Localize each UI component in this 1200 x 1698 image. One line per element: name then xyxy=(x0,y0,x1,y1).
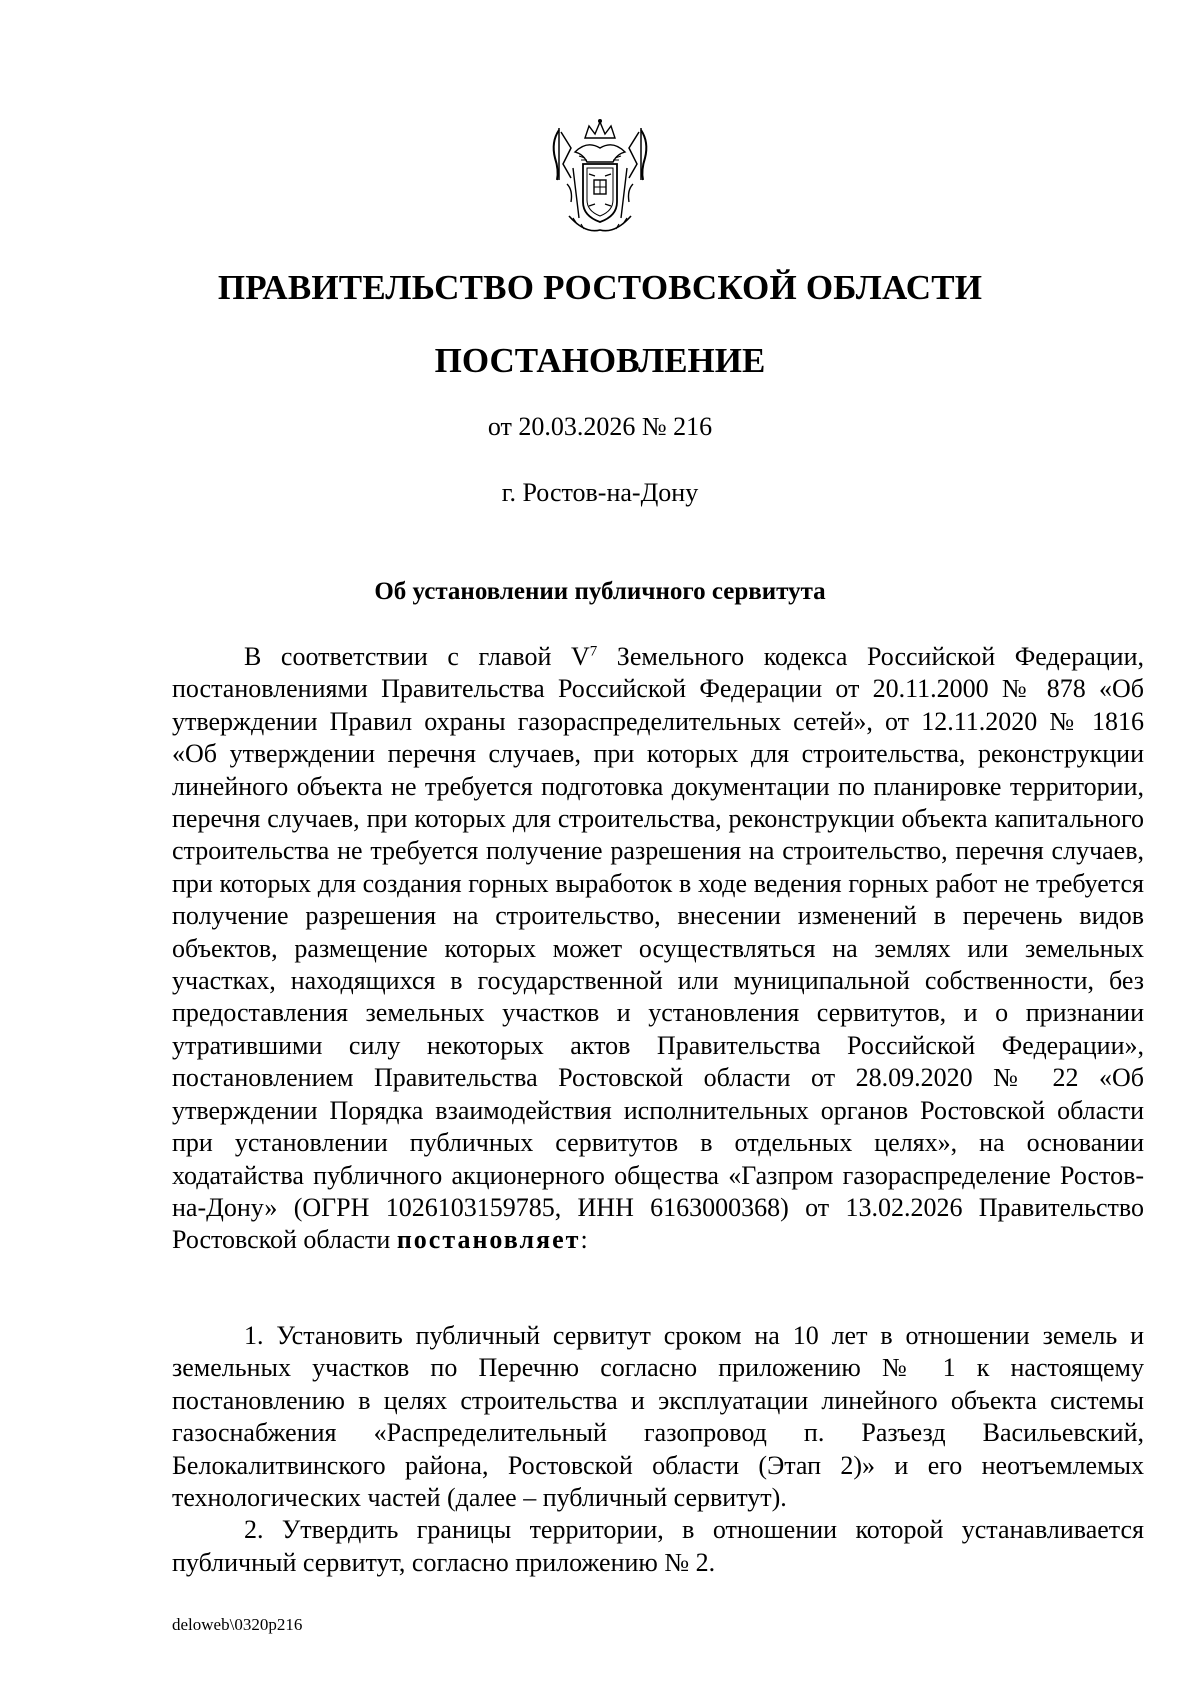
decree-word: постановляет xyxy=(396,1225,581,1255)
preamble-text-main: Земельного кодекса Российской Федерации, постановлениями Правительства Российской Федерации от 20.11.2000 № 878 «Об утверждении Правил охраны газораспределительных сетей», от 12.11.2020 № 1816 «Об утверждении перечня случаев, при которых для строительства, реконструкции линейного объекта не требуется подготовка документации по планировке территории, перечня случаев, при которых для строительства, реконструкции объекта капитального строительства не требуется получение разрешения на строительство, перечня случаев, при которых для создания горных выработок в ходе ведения горных работ не требуется получение разрешения на строительство, внесении изменений в перечень видов объектов, размещение которых может осуществляться на землях или земельных участках, находящихся в государственной или муниципальной собственности, без предоставления земельных участков и установления сервитутов, и о признании утратившими силу некоторых актов Правительства Российской Федерации», постановлением Правительства Ростовской области от 28.09.2020 № 22 «Об утверждении Порядка взаимодействия исполнительных органов Ростовской области при установлении публичных сервитутов в отдельных целях», на основании ходатайства публичного акционерного общества «Газпром газораспределение Ростов-на-Дону» (ОГРН 1026103159785, ИНН 6163000368) от 13.02.2026 Правительство Ростовской области xyxy=(172,642,1144,1255)
preamble-section xyxy=(172,641,1144,1257)
preamble-paragraph xyxy=(172,641,1144,1257)
decree-colon: : xyxy=(580,1225,588,1255)
decree-items xyxy=(172,1320,1144,1579)
decree-item-2: 2. Утвердить границы территории, в отношении которой устанавливается публичный сервитут, согласно приложению № 2. xyxy=(172,1515,1144,1577)
footer-file-code: deloweb\0320p216 xyxy=(172,1615,303,1634)
decree-item-1: 1. Установить публичный сервитут сроком на 10 лет в отношении земель и земельных участков по Перечню согласно приложению № 1 к настоящему постановлению в целях строительства и эксплуатации линейного объекта системы газоснабжения «Распределительный газопровод п. Разъезд Васильевский, Белокалитвинского района, Ростовской области (Этап 2)» и его неотъемлемых технологических частей (далее – публичный сервитут). xyxy=(172,1321,1144,1513)
document-subject: Об установлении публичного сервитута xyxy=(374,578,826,605)
preamble-text-start: В соответствии с главой V xyxy=(244,642,590,671)
chapter-superscript: 7 xyxy=(589,643,598,660)
organization-title: ПРАВИТЕЛЬСТВО РОСТОВСКОЙ ОБЛАСТИ xyxy=(217,268,983,307)
document-type-heading: ПОСТАНОВЛЕНИЕ xyxy=(434,341,766,380)
document-city: г. Ростов-на-Дону xyxy=(501,478,699,507)
coat-of-arms-icon xyxy=(549,118,651,236)
document-date-number: от 20.03.2026 № 216 xyxy=(487,412,713,441)
